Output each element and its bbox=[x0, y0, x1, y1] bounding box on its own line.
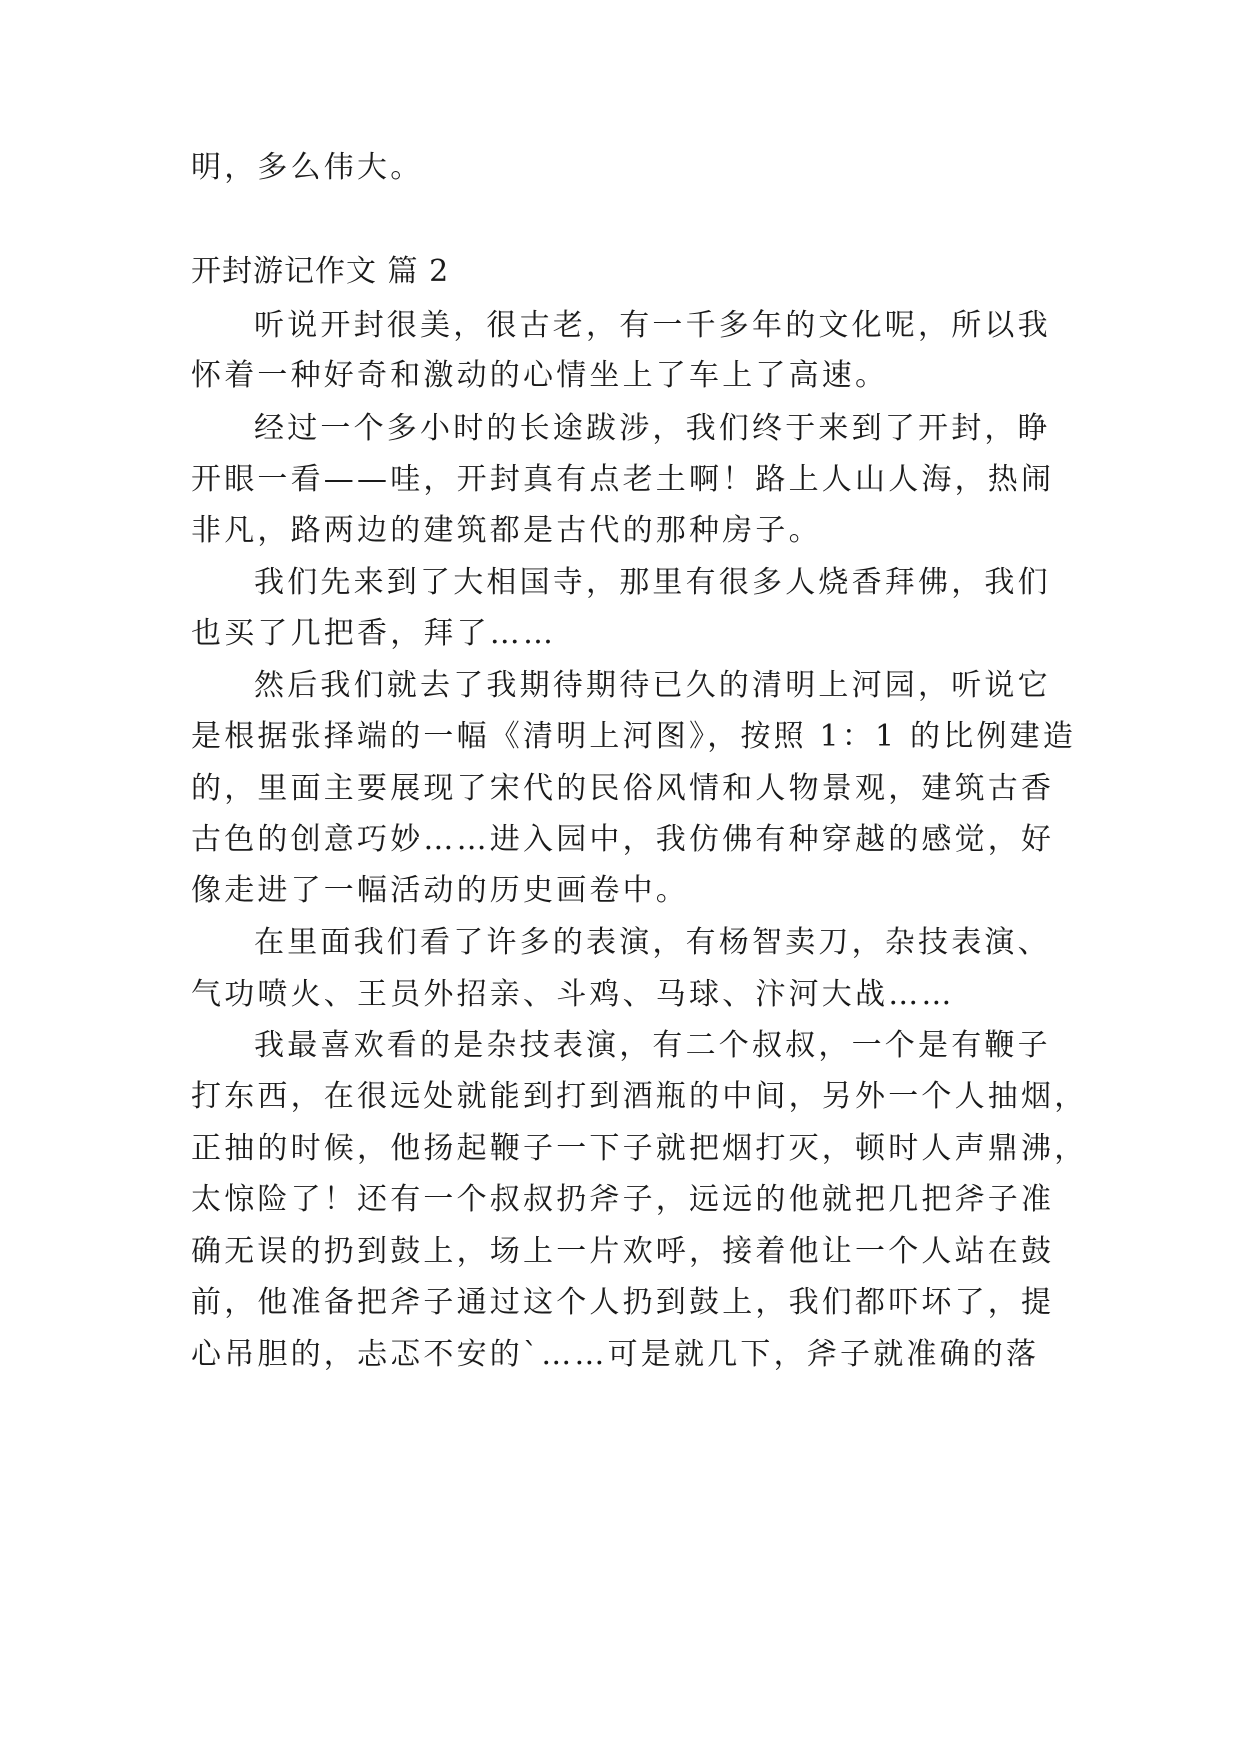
paragraph-line: 确无误的扔到鼓上，场上一片欢呼，接着他让一个人站在鼓 bbox=[191, 1234, 1055, 1269]
paragraph-line: 在里面我们看了许多的表演，有杨智卖刀，杂技表演、 bbox=[254, 925, 1051, 960]
paragraph-line: 的，里面主要展现了宋代的民俗风情和人物景观，建筑古香 bbox=[191, 771, 1055, 806]
paragraph-line: 经过一个多小时的长途跋涉，我们终于来到了开封，睁 bbox=[254, 411, 1051, 446]
paragraph-line: 像走进了一幅活动的历史画卷中。 bbox=[191, 873, 689, 908]
paragraph-line: 听说开封很美，很古老，有一千多年的文化呢，所以我 bbox=[254, 308, 1051, 343]
section-title: 开封游记作文 篇 2 bbox=[191, 254, 450, 289]
paragraph-line: 也买了几把香，拜了…… bbox=[191, 616, 557, 651]
paragraph-line: 气功喷火、王员外招亲、斗鸡、马球、汴河大战…… bbox=[191, 977, 955, 1012]
paragraph-line: 我们先来到了大相国寺，那里有很多人烧香拜佛，我们 bbox=[254, 565, 1051, 600]
paragraph-line: 前，他准备把斧子通过这个人扔到鼓上，我们都吓坏了，提 bbox=[191, 1285, 1055, 1320]
paragraph-line: 然后我们就去了我期待期待已久的清明上河园，听说它 bbox=[254, 668, 1051, 703]
paragraph-line: 非凡，路两边的建筑都是古代的那种房子。 bbox=[191, 513, 822, 548]
paragraph-line: 太惊险了！还有一个叔叔扔斧子，远远的他就把几把斧子准 bbox=[191, 1182, 1055, 1217]
paragraph-line: 打东西，在很远处就能到打到酒瓶的中间，另外一个人抽烟， bbox=[191, 1079, 1088, 1114]
paragraph-line: 正抽的时候，他扬起鞭子一下子就把烟打灭，顿时人声鼎沸， bbox=[191, 1131, 1088, 1166]
paragraph-line: 心吊胆的，忐忑不安的`……可是就几下，斧子就准确的落 bbox=[191, 1337, 1040, 1372]
paragraph-line: 是根据张择端的一幅《清明上河图》，按照 1：1 的比例建造 bbox=[191, 719, 1077, 754]
text-line: 明，多么伟大。 bbox=[191, 150, 424, 185]
paragraph-line: 开眼一看——哇，开封真有点老土啊！路上人山人海，热闹 bbox=[191, 462, 1055, 497]
paragraph-line: 我最喜欢看的是杂技表演，有二个叔叔，一个是有鞭子 bbox=[254, 1028, 1051, 1063]
paragraph-line: 怀着一种好奇和激动的心情坐上了车上了高速。 bbox=[191, 358, 889, 393]
paragraph-line: 古色的创意巧妙……进入园中，我仿佛有种穿越的感觉，好 bbox=[191, 822, 1055, 857]
